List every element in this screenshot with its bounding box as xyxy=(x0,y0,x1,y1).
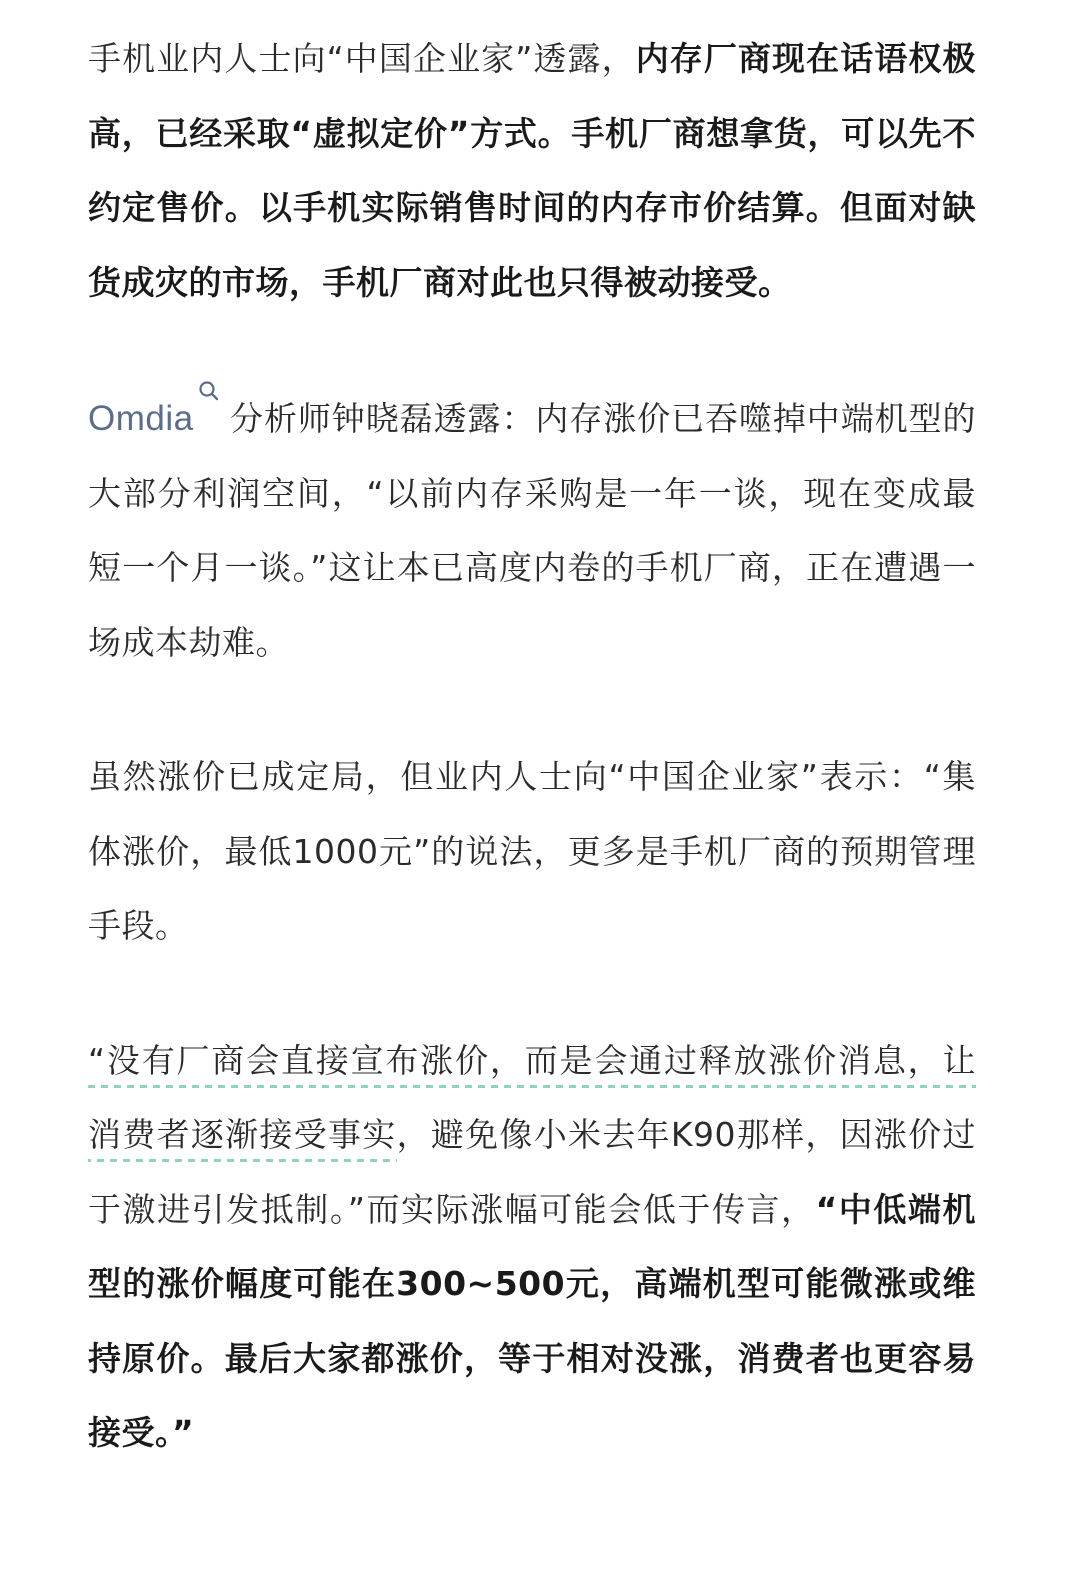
highlighted-quote[interactable]: “没有厂商会直接宣布涨价，而是会通过释放涨价消息，让消费者逐渐接受事实 xyxy=(88,1041,976,1163)
paragraph-bold-text: “中低端机型的涨价幅度可能在300~500元，高端机型可能微涨或维持原价。最后大家都涨价，等于相对没涨，消费者也更容易接受。” xyxy=(88,1189,976,1452)
paragraph-industry-quote xyxy=(88,1024,976,1471)
paragraph-text: ，避免像小米去年K90那样，因涨价过于激进引发抵制。”而实际涨幅可能会低于传言， xyxy=(88,1115,976,1229)
paragraph-text: 分析师钟晓磊透露：内存涨价已吞噬掉中端机型的大部分利润空间，“以前内存采购是一年一谈，现在变成最短一个月一谈。”这让本已高度内卷的手机厂商，正在遭遇一场成本劫难。 xyxy=(88,399,976,662)
article-body xyxy=(88,22,976,1471)
search-icon[interactable] xyxy=(198,380,220,404)
omdia-link[interactable]: Omdia xyxy=(88,399,194,438)
paragraph-analyst-quote xyxy=(88,380,976,680)
paragraph-price-expectation xyxy=(88,740,976,964)
paragraph-text: 虽然涨价已成定局，但业内人士向“中国企业家”表示：“集体涨价，最低1000元”的说法，更多是手机厂商的预期管理手段。 xyxy=(88,757,976,945)
paragraph-memory-pricing xyxy=(88,22,976,320)
paragraph-bold-text: 内存厂商现在话语权极高，已经采取“虚拟定价”方式。手机厂商想拿货，可以先不约定售价。以手机实际销售时间的内存市价结算。但面对缺货成灾的市场，手机厂商对此也只得被动接受。 xyxy=(88,39,976,302)
paragraph-lead-text: 手机业内人士向“中国企业家”透露， xyxy=(88,39,636,78)
